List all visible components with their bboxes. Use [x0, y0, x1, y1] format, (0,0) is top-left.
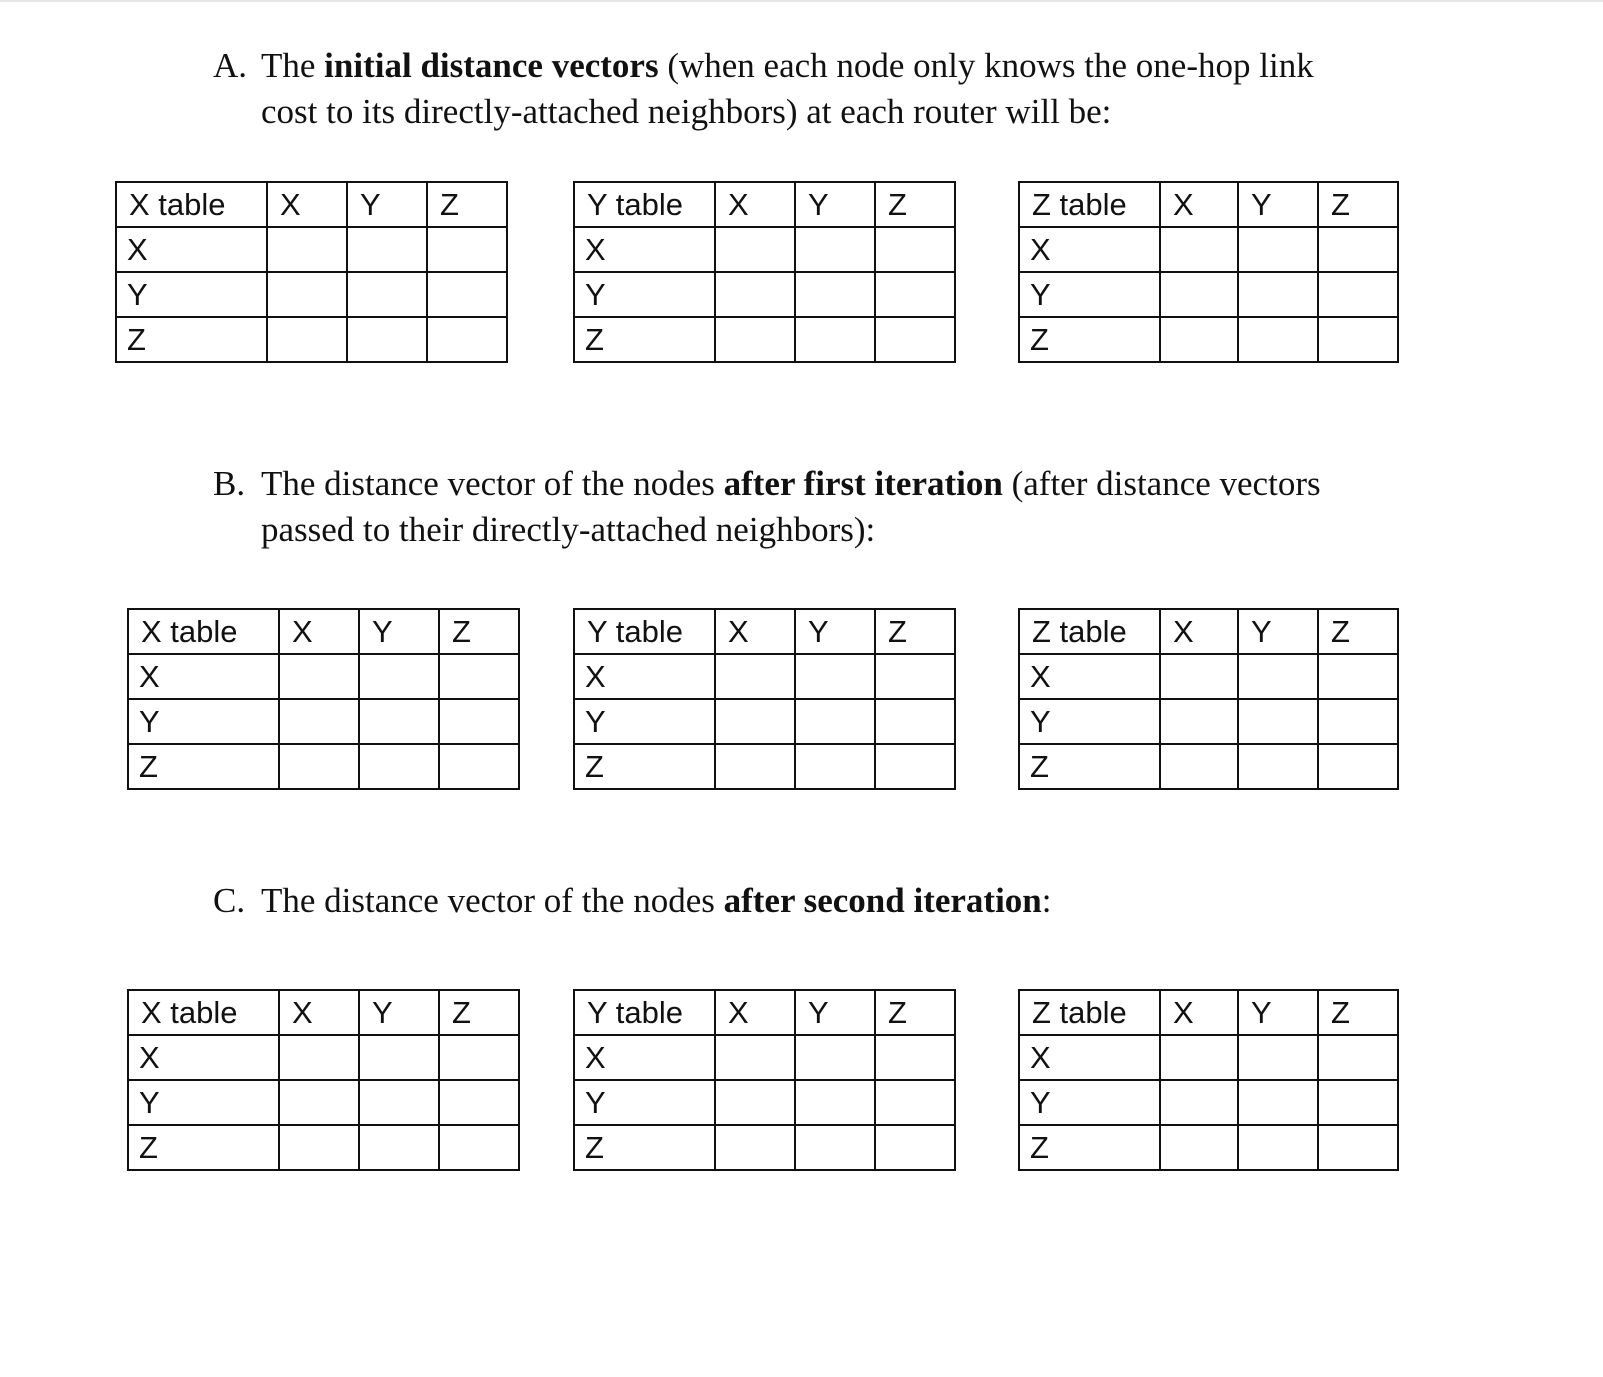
column-header: Z — [1318, 990, 1398, 1035]
table-cell[interactable] — [439, 1035, 519, 1080]
table-cell[interactable] — [1238, 1080, 1318, 1125]
section-a-line1-pre: The — [261, 46, 325, 85]
column-header: Z — [427, 182, 507, 227]
table-title: Y table — [574, 182, 715, 227]
table-cell[interactable] — [1238, 317, 1318, 362]
column-header: X — [267, 182, 347, 227]
column-header: X — [715, 990, 795, 1035]
table-cell[interactable] — [439, 1125, 519, 1170]
table-cell[interactable] — [795, 272, 875, 317]
section-b-letter: B. — [213, 464, 246, 503]
column-header: Y — [1238, 609, 1318, 654]
table-cell[interactable] — [795, 654, 875, 699]
row-header: Z — [1019, 1125, 1160, 1170]
column-header: Z — [439, 990, 519, 1035]
section-c-text — [213, 878, 1413, 924]
table-title: X table — [128, 609, 279, 654]
table-cell[interactable] — [1318, 1035, 1398, 1080]
row-header: Z — [574, 317, 715, 362]
table-cell[interactable] — [1238, 227, 1318, 272]
table-cell[interactable] — [715, 272, 795, 317]
section-b-text — [213, 461, 1413, 553]
table-cell[interactable] — [715, 227, 795, 272]
column-header: X — [1160, 609, 1238, 654]
column-header: X — [715, 182, 795, 227]
column-header: Z — [439, 609, 519, 654]
column-header: Z — [875, 990, 955, 1035]
table-cell[interactable] — [795, 1035, 875, 1080]
row-header: Z — [1019, 317, 1160, 362]
table-header-row — [1019, 609, 1398, 654]
table-cell[interactable] — [439, 744, 519, 789]
table-row — [574, 1035, 955, 1080]
table-cell[interactable] — [875, 654, 955, 699]
page-top-edge — [0, 0, 1603, 2]
table-title: X table — [128, 990, 279, 1035]
table-title: Y table — [574, 609, 715, 654]
table-row — [128, 1035, 519, 1080]
row-header: Y — [1019, 699, 1160, 744]
table-row — [1019, 1035, 1398, 1080]
table-cell[interactable] — [715, 1035, 795, 1080]
table-row — [1019, 699, 1398, 744]
table-cell[interactable] — [439, 1080, 519, 1125]
row-header: Y — [1019, 272, 1160, 317]
table-row — [574, 227, 955, 272]
row-header: Z — [574, 744, 715, 789]
table-cell[interactable] — [795, 1080, 875, 1125]
table-cell[interactable] — [279, 1125, 359, 1170]
row-header: Y — [574, 699, 715, 744]
table-cell[interactable] — [1160, 227, 1238, 272]
table-cell[interactable] — [1318, 699, 1398, 744]
section-b-line1-pre: The distance vector of the nodes — [261, 464, 724, 503]
table-cell[interactable] — [875, 699, 955, 744]
row-header: Z — [128, 1125, 279, 1170]
table-cell[interactable] — [875, 1035, 955, 1080]
table-row — [116, 272, 507, 317]
table-header-row — [1019, 182, 1398, 227]
table-cell[interactable] — [795, 744, 875, 789]
table-cell[interactable] — [359, 744, 439, 789]
column-header: Z — [875, 609, 955, 654]
section-c-line1-pre: The distance vector of the nodes — [261, 881, 724, 920]
row-header: Y — [574, 1080, 715, 1125]
table-cell[interactable] — [427, 272, 507, 317]
table-cell[interactable] — [347, 227, 427, 272]
section-a-line1-bold: initial distance vectors — [324, 46, 659, 85]
distance-table-c-z — [1018, 989, 1399, 1171]
distance-table-a-y — [573, 181, 956, 363]
table-cell[interactable] — [279, 744, 359, 789]
row-header: Z — [116, 317, 267, 362]
row-header: Z — [1019, 744, 1160, 789]
table-cell[interactable] — [1160, 654, 1238, 699]
table-row — [1019, 744, 1398, 789]
table-cell[interactable] — [1318, 654, 1398, 699]
row-header: Y — [116, 272, 267, 317]
distance-table-c-x — [127, 989, 520, 1171]
table-header-row — [574, 990, 955, 1035]
table-cell[interactable] — [875, 1125, 955, 1170]
table-row — [574, 744, 955, 789]
section-b-line2: passed to their directly-attached neighbors): — [261, 510, 876, 549]
section-c-letter: C. — [213, 881, 246, 920]
table-cell[interactable] — [347, 272, 427, 317]
row-header: Z — [128, 744, 279, 789]
table-cell[interactable] — [279, 1080, 359, 1125]
column-header: Y — [795, 990, 875, 1035]
table-cell[interactable] — [1318, 272, 1398, 317]
section-c-line1-bold: after second iteration — [723, 881, 1042, 920]
column-header: Y — [347, 182, 427, 227]
table-cell[interactable] — [795, 1125, 875, 1170]
column-header: Z — [875, 182, 955, 227]
section-b-line1-bold: after first iteration — [723, 464, 1003, 503]
table-row — [128, 744, 519, 789]
row-header: X — [574, 227, 715, 272]
table-cell[interactable] — [359, 1125, 439, 1170]
row-header: Y — [574, 272, 715, 317]
row-header: Y — [1019, 1080, 1160, 1125]
table-cell[interactable] — [279, 1035, 359, 1080]
table-cell[interactable] — [1160, 317, 1238, 362]
table-row — [116, 317, 507, 362]
table-cell[interactable] — [1238, 699, 1318, 744]
table-cell[interactable] — [1318, 1080, 1398, 1125]
row-header: X — [574, 654, 715, 699]
row-header: X — [128, 654, 279, 699]
table-cell[interactable] — [427, 227, 507, 272]
table-row — [574, 1080, 955, 1125]
row-header: Y — [128, 699, 279, 744]
table-cell[interactable] — [267, 272, 347, 317]
table-cell[interactable] — [715, 317, 795, 362]
table-row — [574, 699, 955, 744]
table-row — [574, 317, 955, 362]
table-cell[interactable] — [1160, 1125, 1238, 1170]
distance-table-b-y — [573, 608, 956, 790]
distance-table-a-z — [1018, 181, 1399, 363]
table-cell[interactable] — [359, 654, 439, 699]
table-cell[interactable] — [1318, 317, 1398, 362]
table-row — [1019, 227, 1398, 272]
table-cell[interactable] — [795, 227, 875, 272]
table-title: Z table — [1019, 990, 1160, 1035]
table-cell[interactable] — [1160, 1035, 1238, 1080]
row-header: X — [1019, 654, 1160, 699]
table-header-row — [128, 990, 519, 1035]
table-header-row — [574, 609, 955, 654]
table-cell[interactable] — [1238, 1035, 1318, 1080]
table-cell[interactable] — [1318, 227, 1398, 272]
table-cell[interactable] — [715, 699, 795, 744]
column-header: X — [279, 609, 359, 654]
distance-table-a-x — [115, 181, 508, 363]
table-cell[interactable] — [1160, 744, 1238, 789]
table-cell[interactable] — [267, 317, 347, 362]
column-header: X — [1160, 182, 1238, 227]
column-header: Y — [795, 609, 875, 654]
section-a-line1-post: (when each node only knows the one-hop link — [658, 46, 1314, 85]
table-cell[interactable] — [1238, 654, 1318, 699]
column-header: X — [279, 990, 359, 1035]
table-title: Z table — [1019, 609, 1160, 654]
table-cell[interactable] — [875, 272, 955, 317]
table-cell[interactable] — [267, 227, 347, 272]
table-cell[interactable] — [715, 1080, 795, 1125]
table-cell[interactable] — [715, 654, 795, 699]
section-c-line1-post: : — [1041, 881, 1052, 920]
table-row — [128, 654, 519, 699]
column-header: Z — [1318, 182, 1398, 227]
table-cell[interactable] — [1160, 272, 1238, 317]
table-cell[interactable] — [875, 317, 955, 362]
column-header: Y — [359, 609, 439, 654]
table-cell[interactable] — [359, 699, 439, 744]
table-cell[interactable] — [1238, 272, 1318, 317]
table-row — [128, 699, 519, 744]
row-header: X — [128, 1035, 279, 1080]
table-cell[interactable] — [1160, 699, 1238, 744]
section-a-line2: cost to its directly-attached neighbors) at each router will be: — [261, 92, 1112, 131]
table-cell[interactable] — [875, 744, 955, 789]
distance-table-c-y — [573, 989, 956, 1171]
table-row — [128, 1080, 519, 1125]
table-cell[interactable] — [715, 744, 795, 789]
column-header: Z — [1318, 609, 1398, 654]
table-row — [574, 654, 955, 699]
table-title: Y table — [574, 990, 715, 1035]
column-header: Y — [1238, 182, 1318, 227]
table-cell[interactable] — [427, 317, 507, 362]
table-header-row — [116, 182, 507, 227]
table-cell[interactable] — [347, 317, 427, 362]
table-row — [1019, 654, 1398, 699]
row-header: X — [1019, 227, 1160, 272]
column-header: Y — [359, 990, 439, 1035]
table-header-row — [1019, 990, 1398, 1035]
table-title: Z table — [1019, 182, 1160, 227]
table-cell[interactable] — [279, 699, 359, 744]
table-cell[interactable] — [875, 227, 955, 272]
table-cell[interactable] — [1318, 744, 1398, 789]
table-row — [128, 1125, 519, 1170]
column-header: Y — [795, 182, 875, 227]
table-cell[interactable] — [279, 654, 359, 699]
table-cell[interactable] — [359, 1035, 439, 1080]
table-cell[interactable] — [1318, 1125, 1398, 1170]
table-row — [116, 227, 507, 272]
row-header: X — [574, 1035, 715, 1080]
table-header-row — [574, 182, 955, 227]
table-row — [1019, 272, 1398, 317]
table-row — [574, 1125, 955, 1170]
table-cell[interactable] — [1238, 1125, 1318, 1170]
table-cell[interactable] — [715, 1125, 795, 1170]
table-row — [1019, 1080, 1398, 1125]
table-cell[interactable] — [439, 654, 519, 699]
table-cell[interactable] — [875, 1080, 955, 1125]
table-cell[interactable] — [795, 699, 875, 744]
section-b-line1-post: (after distance vectors — [1002, 464, 1321, 503]
column-header: X — [715, 609, 795, 654]
row-header: Z — [574, 1125, 715, 1170]
table-cell[interactable] — [1238, 744, 1318, 789]
distance-table-b-x — [127, 608, 520, 790]
table-cell[interactable] — [359, 1080, 439, 1125]
section-a-text — [213, 43, 1413, 135]
table-row — [574, 272, 955, 317]
table-cell[interactable] — [1160, 1080, 1238, 1125]
table-row — [1019, 317, 1398, 362]
table-row — [1019, 1125, 1398, 1170]
table-cell[interactable] — [439, 699, 519, 744]
table-cell[interactable] — [795, 317, 875, 362]
column-header: Y — [1238, 990, 1318, 1035]
section-a-letter: A. — [213, 46, 248, 85]
table-header-row — [128, 609, 519, 654]
column-header: X — [1160, 990, 1238, 1035]
row-header: X — [116, 227, 267, 272]
table-title: X table — [116, 182, 267, 227]
distance-table-b-z — [1018, 608, 1399, 790]
row-header: X — [1019, 1035, 1160, 1080]
row-header: Y — [128, 1080, 279, 1125]
